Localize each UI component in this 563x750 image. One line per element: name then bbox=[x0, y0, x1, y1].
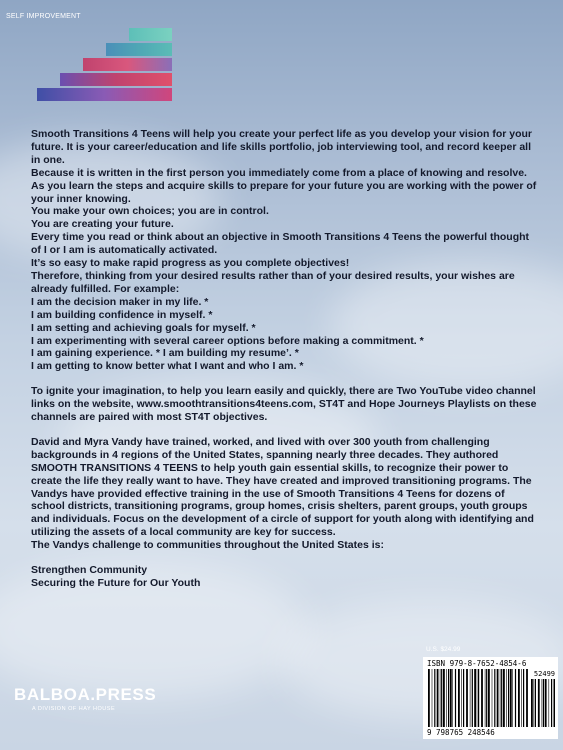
publisher-name: BALBOA.PRESS bbox=[14, 685, 157, 704]
stair-step-4 bbox=[106, 43, 172, 56]
challenge-line: The Vandys challenge to communities throughout the United States is: bbox=[31, 539, 384, 552]
affirmation-line: I am building confidence in myself. * bbox=[31, 308, 213, 321]
price-label: U.S. $24.99 bbox=[426, 646, 461, 653]
stair-step-5 bbox=[129, 28, 172, 41]
isbn-text: ISBN 979-8-7652-4854-6 bbox=[427, 659, 527, 668]
text-line: As you learn the steps and acquire skills to prepare for your future you are working with the power of your inner knowing. bbox=[31, 179, 537, 205]
affirmation-line: I am getting to know better what I want and who I am. * bbox=[31, 360, 304, 373]
barcode-number: 9 798765 248546 bbox=[427, 728, 495, 737]
stair-step-1 bbox=[37, 88, 172, 101]
stair-step-2 bbox=[60, 73, 172, 86]
stair-step-3 bbox=[83, 58, 172, 71]
closing-line: Strengthen Community bbox=[31, 564, 148, 577]
affirmation-line: I am the decision maker in my life. * bbox=[31, 295, 209, 308]
barcode bbox=[423, 657, 558, 739]
text-line: Because it is written in the first person you immediately come from a place of knowing and resolve. bbox=[31, 166, 527, 179]
youtube-paragraph: To ignite your imagination, to help you learn easily and quickly, there are Two YouTube video channel links on the website, www.smoothtransitions4teens.com, ST4T and Hope Journeys Playlists on these channels are paired with most ST4T objectives. bbox=[31, 385, 537, 424]
affirmation-line: I am setting and achieving goals for myself. * bbox=[31, 321, 256, 334]
publisher-division: A DIVISION OF HAY HOUSE bbox=[32, 706, 116, 712]
barcode-bars bbox=[428, 669, 528, 727]
publisher-logo bbox=[14, 685, 156, 712]
text-line: Therefore, thinking from your desired results rather than of your desired results, your wishes are already fulfilled. For example: bbox=[31, 269, 515, 295]
category-label: SELF IMPROVEMENT bbox=[6, 13, 81, 20]
affirmation-line: I am experimenting with several career options before making a commitment. * bbox=[31, 334, 424, 347]
affirmation-line: I am gaining experience. * I am building my resume’. * bbox=[31, 347, 299, 360]
price-barcode-bars bbox=[531, 679, 555, 727]
price-code: 52499 bbox=[533, 670, 555, 678]
text-line: It’s so easy to make rapid progress as you complete objectives! bbox=[31, 257, 350, 270]
text-line: You are creating your future. bbox=[31, 218, 174, 231]
text-line: Smooth Transitions 4 Teens will help you create your perfect life as you develop your vision for your future. It is your career/education and life skills portfolio, job interviewing tool, and record keeper all in one. bbox=[31, 128, 533, 166]
closing-line: Securing the Future for Our Youth bbox=[31, 577, 201, 589]
text-line: You make your own choices; you are in control. bbox=[31, 205, 269, 218]
text-line: Every time you read or think about an objective in Smooth Transitions 4 Teens the powerful thought of I or I am is automatically activated. bbox=[31, 231, 530, 257]
back-cover-text bbox=[31, 128, 537, 590]
authors-paragraph: David and Myra Vandy have trained, worked, and lived with over 300 youth from challenging backgrounds in 4 regions of the United States, spanning nearly three decades. They authored SMOOTH TRANSITIONS 4 TEENS to help youth gain essential skills, to recognize their power to create the life they really want to have. They have created and improved transitioning programs. The Vandys have provided effective training in the use of Smooth Transitions 4 Teens for dozens of school districts, transitioning programs, group homes, crisis shelters, parent groups, youth groups and individuals. Focus on the development of a circle of support for youth along with identifying and utilizing the assets of a local community are key for success. bbox=[31, 435, 534, 539]
stairs-logo bbox=[0, 0, 563, 130]
